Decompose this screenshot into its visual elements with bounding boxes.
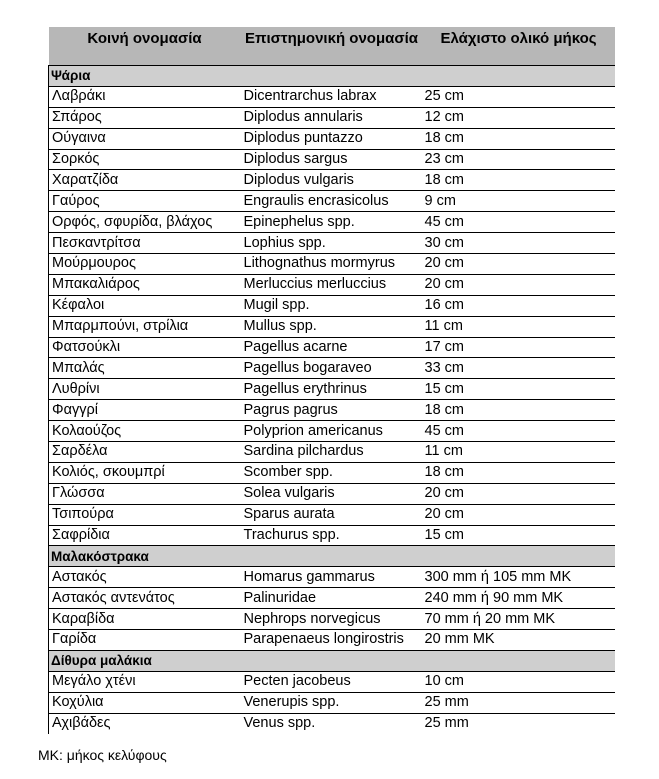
cell-min-length: 20 cm [423,254,615,275]
cell-common-name: Μούρμουρος [49,254,241,275]
cell-min-length: 12 cm [423,107,615,128]
cell-common-name: Σαφρίδια [49,525,241,546]
section-title: Μαλακόστρακα [49,546,615,567]
cell-common-name: Αχιβάδες [49,713,241,733]
cell-common-name: Πεσκαντρίτσα [49,233,241,254]
cell-common-name: Κοχύλια [49,692,241,713]
cell-common-name: Ορφός, σφυρίδα, βλάχος [49,212,241,233]
cell-scientific-name: Solea vulgaris [241,483,423,504]
table-row [49,421,615,442]
cell-scientific-name: Pagellus erythrinus [241,379,423,400]
table-row [49,379,615,400]
cell-common-name: Κολιός, σκουμπρί [49,462,241,483]
cell-min-length: 240 mm ή 90 mm MK [423,588,615,609]
cell-min-length: 17 cm [423,337,615,358]
cell-common-name: Μεγάλο χτένι [49,671,241,692]
section-header-row [49,650,615,671]
cell-min-length: 25 mm [423,692,615,713]
header-common-name: Κοινή ονομασία [49,27,241,66]
cell-min-length: 10 cm [423,671,615,692]
header-min-length: Ελάχιστο ολικό μήκος [423,27,615,66]
cell-scientific-name: Parapenaeus longirostris [241,630,423,651]
cell-scientific-name: Diplodus vulgaris [241,170,423,191]
cell-min-length: 15 cm [423,525,615,546]
cell-min-length: 23 cm [423,149,615,170]
table-row [49,128,615,149]
table-row [49,358,615,379]
cell-scientific-name: Polyprion americanus [241,421,423,442]
cell-scientific-name: Lithognathus mormyrus [241,254,423,275]
table-row [49,212,615,233]
cell-min-length: 11 cm [423,442,615,463]
table-row [49,483,615,504]
cell-min-length: 20 cm [423,274,615,295]
cell-min-length: 25 mm [424,715,469,732]
table-body [49,66,615,734]
cell-common-name: Γαρίδα [49,630,241,651]
table-header-row [49,27,615,66]
cell-scientific-name: Epinephelus spp. [241,212,423,233]
cell-common-name: Λυθρίνι [49,379,241,400]
table-row [49,86,615,107]
cell-min-length: 11 cm [423,316,615,337]
cell-scientific-name: Nephrops norvegicus [241,609,423,630]
table-row [49,191,615,212]
cell-scientific-name: Trachurus spp. [241,525,423,546]
table-row [49,671,615,692]
cell-min-length: 18 cm [423,400,615,421]
section-header-row [49,546,615,567]
cell-min-length: 45 cm [423,421,615,442]
cell-common-name: Τσιπούρα [49,504,241,525]
cell-min-length: 20 cm [423,483,615,504]
table-row [49,254,615,275]
cell-scientific-name: Pagellus acarne [241,337,423,358]
cell-common-name: Μπακαλιάρος [49,274,241,295]
cell-min-length: 9 cm [423,191,615,212]
cell-scientific-name: Pagrus pagrus [241,400,423,421]
table-row [49,588,615,609]
cell-min-length: 15 cm [423,379,615,400]
table-row [49,170,615,191]
table-row [49,525,615,546]
cell-scientific-name: Dicentrarchus labrax [241,86,423,107]
cell-common-name: Κολαούζος [49,421,241,442]
table-row [49,609,615,630]
cell-common-name: Σπάρος [49,107,241,128]
cell-min-length: 18 cm [423,170,615,191]
table-row [49,442,615,463]
cell-scientific-name: Sardina pilchardus [241,442,423,463]
cell-common-name: Σορκός [49,149,241,170]
cell-common-name: Φατσούκλι [49,337,241,358]
cell-common-name: Μπαρμπούνι, στρίλια [49,316,241,337]
cell-scientific-name: Diplodus puntazzo [241,128,423,149]
cell-scientific-name: Venerupis spp. [241,692,423,713]
table-row [49,107,615,128]
cell-min-length: 25 cm [423,86,615,107]
table-row [49,337,615,358]
table-row [49,462,615,483]
table-row [49,504,615,525]
cell-scientific-name: Engraulis encrasicolus [241,191,423,212]
cell-scientific-name: Sparus aurata [241,504,423,525]
table-row [49,400,615,421]
table-row [49,233,615,254]
section-header-row [49,66,615,87]
cell-min-length: 300 mm ή 105 mm MK [423,567,615,588]
cell-common-name: Μπαλάς [49,358,241,379]
cell-scientific-name: Lophius spp. [241,233,423,254]
table-row [49,713,615,733]
cell-min-length: 33 cm [423,358,615,379]
cell-min-length: 16 cm [423,295,615,316]
table-row [49,630,615,651]
cell-min-length: 20 cm [423,504,615,525]
section-title: Δίθυρα μαλάκια [49,650,615,671]
cell-scientific-name: Homarus gammarus [241,567,423,588]
cell-common-name: Λαβράκι [49,86,241,107]
cell-common-name: Γαύρος [49,191,241,212]
cell-scientific-name: Scomber spp. [241,462,423,483]
section-title: Ψάρια [49,66,615,87]
table-row [49,295,615,316]
cell-scientific-name: Pecten jacobeus [241,671,423,692]
cell-min-length: 20 mm MK [423,630,615,651]
cell-scientific-name: Palinuridae [241,588,423,609]
cell-scientific-name: Mullus spp. [241,316,423,337]
header-scientific-name: Επιστημονική ονομασία [241,27,423,66]
table-row [49,567,615,588]
cell-common-name: Ούγαινα [49,128,241,149]
cell-scientific-name: Merluccius merluccius [241,274,423,295]
cell-scientific-name: Pagellus bogaraveo [241,358,423,379]
cell-common-name: Σαρδέλα [49,442,241,463]
table-row [49,274,615,295]
species-length-table [48,27,615,734]
cell-scientific-name: Mugil spp. [241,295,423,316]
cell-common-name: Καραβίδα [49,609,241,630]
cell-common-name: Φαγγρί [49,400,241,421]
table-row [49,692,615,713]
cell-min-length: 30 cm [423,233,615,254]
cell-common-name: Γλώσσα [49,483,241,504]
cell-common-name: Αστακός [49,567,241,588]
cell-common-name: Χαρατζίδα [49,170,241,191]
cell-min-length: 45 cm [423,212,615,233]
footnote: ΜΚ: μήκος κελύφους [38,747,167,763]
cell-common-name: Κέφαλοι [49,295,241,316]
table-row [49,149,615,170]
cell-common-name: Αστακός αντενάτος [49,588,241,609]
cell-scientific-name: Venus spp. [243,715,316,732]
cell-min-length: 18 cm [423,128,615,149]
table-row [49,316,615,337]
cell-scientific-name: Diplodus sargus [241,149,423,170]
cell-min-length: 18 cm [423,462,615,483]
cell-min-length: 70 mm ή 20 mm MK [423,609,615,630]
cell-scientific-name: Diplodus annularis [241,107,423,128]
